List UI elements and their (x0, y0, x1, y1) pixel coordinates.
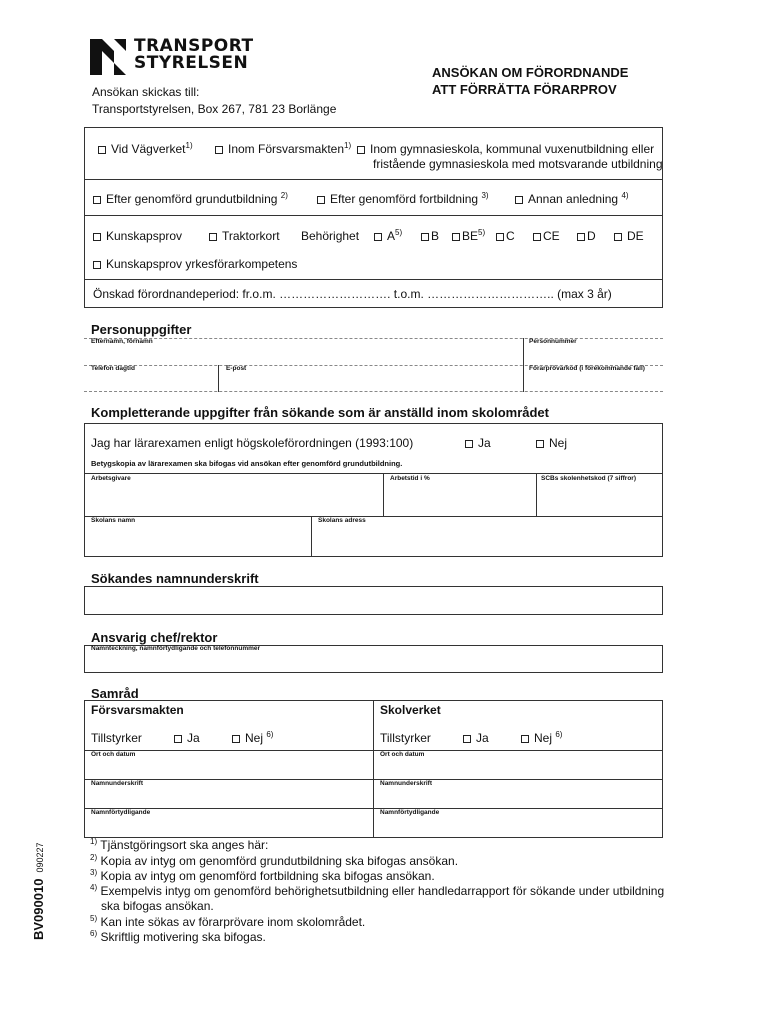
option-label: Kunskapsprov yrkesförarkompetens (106, 257, 298, 271)
consult-left-yes[interactable] (174, 731, 200, 746)
section-title-school: Kompletterande uppgifter från sökande som är anställd inom skolområdet (91, 405, 549, 420)
divider (84, 779, 663, 780)
footnote-number: 2) (90, 853, 98, 862)
field-label-work-time: Arbetstid i % (390, 475, 430, 482)
consult-left-title: Försvarsmakten (91, 703, 184, 717)
send-to-block (92, 84, 336, 118)
footnote-4 (90, 884, 664, 899)
option-traktorkort[interactable] (209, 229, 280, 244)
field-label-name: Efternamn, förnamn (91, 338, 153, 345)
teacher-exam-question: Jag har lärarexamen enligt högskoleförordningen (1993:100) (91, 436, 414, 450)
footnote-ref: 5) (478, 228, 486, 237)
option-label: Efter genomförd grundutbildning (106, 192, 278, 206)
footnote-text: Kopia av intyg om genomförd fortbildning ska bifogas ansökan. (100, 869, 435, 883)
option-efter-fortbildning[interactable] (317, 192, 489, 207)
option-label: Vid Vägverket (111, 142, 186, 156)
checkbox-icon[interactable] (463, 735, 471, 743)
footnote-ref: 6) (266, 730, 274, 739)
left-signature-input[interactable] (85, 789, 372, 807)
option-annan-anledning[interactable] (515, 192, 629, 207)
option-label: Nej (534, 731, 553, 745)
class-label: A (387, 229, 396, 243)
divider (84, 179, 663, 180)
logo-line-2: STYRELSEN (134, 53, 249, 73)
name-input[interactable] (84, 346, 523, 364)
checkbox-icon[interactable] (496, 233, 504, 241)
option-class-de[interactable] (614, 229, 644, 244)
option-efter-grundutbildning[interactable] (93, 192, 288, 207)
option-inom-gymnasieskola[interactable] (357, 142, 654, 157)
footnote-number: 5) (90, 914, 98, 923)
footnote-5 (90, 915, 365, 930)
field-label-left-signature: Namnunderskrift (91, 780, 144, 787)
field-label-left-place-date: Ort och datum (91, 751, 136, 758)
class-label: C (506, 229, 515, 243)
checkbox-icon[interactable] (93, 233, 101, 241)
checkbox-icon[interactable] (614, 233, 622, 241)
teacher-exam-note: Betygskopia av lärarexamen ska bifogas vid ansökan efter genomförd grundutbildning. (91, 459, 403, 468)
employer-input[interactable] (85, 485, 382, 515)
logo-wordmark (134, 38, 254, 72)
footnote-ref: 4) (621, 191, 629, 200)
field-label-right-signature: Namnunderskrift (380, 780, 433, 787)
school-name-input[interactable] (85, 527, 310, 556)
footnote-text: Kan inte sökas av förarprövare inom skolområdet. (100, 915, 366, 929)
field-label-personnummer: Personnummer (529, 338, 577, 345)
form-code-version: 090227 (35, 842, 45, 873)
footnote-number: 3) (90, 868, 98, 877)
applicant-signature-field[interactable] (84, 586, 663, 615)
field-label-examiner-code: Förarprövarkod (i förekommande fall) (529, 365, 645, 372)
option-label: Ja (187, 731, 200, 745)
option-class-ce[interactable] (533, 229, 560, 244)
checkbox-icon[interactable] (209, 233, 217, 241)
behorighet-label: Behörighet (301, 229, 360, 243)
checkbox-icon[interactable] (533, 233, 541, 241)
field-label-school-name: Skolans namn (91, 517, 136, 524)
option-class-a[interactable] (374, 229, 402, 244)
checkbox-icon[interactable] (577, 233, 585, 241)
right-place-date-input[interactable] (374, 760, 662, 778)
field-label-manager: Namnteckning, namnförtydligande och telefonnummer (91, 645, 261, 652)
divider (84, 516, 663, 517)
school-address-input[interactable] (312, 527, 662, 556)
footnote-ref: 1) (344, 141, 352, 150)
dashed-divider (84, 391, 663, 392)
section-title-signature: Sökandes namnunderskrift (91, 571, 259, 586)
personnummer-input[interactable] (524, 346, 663, 364)
checkbox-icon[interactable] (98, 146, 106, 154)
field-label-school-address: Skolans adress (318, 517, 366, 524)
period-field[interactable]: Önskad förordnandeperiod: fr.o.m. ………………………. t.o.m. ………………………….. (max 3 år) (93, 287, 612, 301)
option-kunskapsprov-yrkesforarkompetens[interactable] (93, 257, 297, 272)
checkbox-icon[interactable] (521, 735, 529, 743)
option-label: Ja (476, 731, 489, 745)
option-class-be[interactable] (452, 229, 485, 244)
option-inom-forsvarsmakten[interactable] (215, 142, 351, 157)
section-title-consult: Samråd (91, 686, 139, 701)
footnote-text: Exempelvis intyg om genomförd behörighetsutbildning eller handledarrapport för sökande under utbildning (100, 884, 665, 898)
checkbox-icon[interactable] (317, 196, 325, 204)
work-time-input[interactable] (384, 485, 535, 515)
divider (84, 215, 663, 216)
class-label: CE (543, 229, 560, 243)
field-label-scb: SCBs skolenhetskod (7 siffror) (541, 475, 636, 482)
footnote-text: Skriftlig motivering ska bifogas. (100, 930, 266, 944)
form-code (30, 843, 48, 941)
footnote-ref: 5) (395, 228, 403, 237)
class-label: BE (462, 229, 479, 243)
right-signature-input[interactable] (374, 789, 662, 807)
footnote-ref: 3) (481, 191, 489, 200)
checkbox-icon[interactable] (232, 735, 240, 743)
footnote-ref: 1) (185, 141, 193, 150)
checkbox-icon[interactable] (215, 146, 223, 154)
consult-right-recommend: Tillstyrker (380, 731, 431, 745)
class-label: DE (627, 229, 644, 243)
checkbox-icon[interactable] (374, 233, 382, 241)
option-label: Nej (549, 436, 568, 450)
checkbox-icon[interactable] (93, 261, 101, 269)
teacher-exam-no[interactable] (536, 436, 567, 451)
footnote-3 (90, 869, 435, 884)
field-label-phone: Telefon dagtid (91, 365, 135, 372)
teacher-exam-yes[interactable] (465, 436, 491, 451)
email-input[interactable] (219, 373, 523, 390)
footnote-2 (90, 854, 458, 869)
section-title-manager: Ansvarig chef/rektor (91, 630, 218, 645)
form-code-number: BV090010 (31, 878, 46, 940)
checkbox-icon[interactable] (357, 146, 365, 154)
footnote-6 (90, 930, 266, 945)
class-label: D (587, 229, 596, 243)
form-title-line-1: ANSÖKAN OM FÖRORDNANDE (432, 65, 629, 80)
option-label: Nej (245, 731, 264, 745)
checkbox-icon[interactable] (421, 233, 429, 241)
option-label: Inom gymnasieskola, kommunal vuxenutbildning eller (370, 142, 655, 156)
form-title (432, 64, 628, 98)
option-label: Kunskapsprov (106, 229, 183, 243)
scb-input[interactable] (537, 485, 662, 515)
logo-line-1: TRANSPORT (134, 36, 254, 56)
section-title-personuppgifter: Personuppgifter (91, 322, 192, 337)
field-label-email: E-post (226, 365, 247, 372)
option-class-d[interactable] (577, 229, 596, 244)
checkbox-icon[interactable] (174, 735, 182, 743)
consult-left-recommend: Tillstyrker (91, 731, 142, 745)
left-place-date-input[interactable] (85, 760, 372, 778)
consult-right-title: Skolverket (380, 703, 441, 717)
checkbox-icon[interactable] (93, 196, 101, 204)
footnote-number: 1) (90, 837, 98, 846)
footnote-4-line2: ska bifogas ansökan. (101, 899, 214, 913)
footnote-ref: 2) (280, 191, 288, 200)
option-label: Ja (478, 436, 491, 450)
field-label-left-clarification: Namnförtydligande (91, 809, 151, 816)
footnote-number: 6) (90, 929, 98, 938)
footnote-1 (90, 838, 268, 853)
checkbox-icon[interactable] (536, 440, 544, 448)
consult-right-yes[interactable] (463, 731, 489, 746)
phone-input[interactable] (84, 373, 218, 390)
footnote-number: 4) (90, 883, 98, 892)
left-clarification-input[interactable] (85, 818, 372, 837)
form-title-line-2: ATT FÖRRÄTTA FÖRARPROV (432, 82, 617, 97)
field-label-right-clarification: Namnförtydligande (380, 809, 440, 816)
option-vid-vagverket[interactable] (98, 142, 193, 157)
option-class-c[interactable] (496, 229, 515, 244)
divider (84, 808, 663, 809)
send-to-label: Ansökan skickas till: (92, 85, 200, 99)
checkbox-icon[interactable] (515, 196, 523, 204)
checkbox-icon[interactable] (465, 440, 473, 448)
transportstyrelsen-logo-icon (90, 39, 126, 75)
class-label: B (431, 229, 440, 243)
footnote-text: Tjänstgöringsort ska anges här: (100, 838, 269, 852)
option-class-b[interactable] (421, 229, 439, 244)
footnote-text: Kopia av intyg om genomförd grundutbildning ska bifogas ansökan. (100, 854, 459, 868)
footnote-ref: 6) (555, 730, 563, 739)
consult-left-no[interactable] (232, 731, 273, 746)
right-clarification-input[interactable] (374, 818, 662, 837)
field-label-employer: Arbetsgivare (91, 475, 131, 482)
field-label-right-place-date: Ort och datum (380, 751, 425, 758)
send-to-address: Transportstyrelsen, Box 267, 781 23 Borlänge (92, 102, 337, 116)
option-label: Traktorkort (222, 229, 280, 243)
option-kunskapsprov[interactable] (93, 229, 182, 244)
divider (84, 473, 663, 474)
divider (84, 279, 663, 280)
consult-right-no[interactable] (521, 731, 562, 746)
option-label: Inom Försvarsmakten (228, 142, 345, 156)
checkbox-icon[interactable] (452, 233, 460, 241)
examiner-code-input[interactable] (524, 373, 663, 390)
option-label: Efter genomförd fortbildning (330, 192, 479, 206)
option-label: Annan anledning (528, 192, 619, 206)
option-inom-gymnasieskola-line2: fristående gymnasieskola med motsvarande utbildning (373, 157, 663, 171)
divider (84, 750, 663, 751)
